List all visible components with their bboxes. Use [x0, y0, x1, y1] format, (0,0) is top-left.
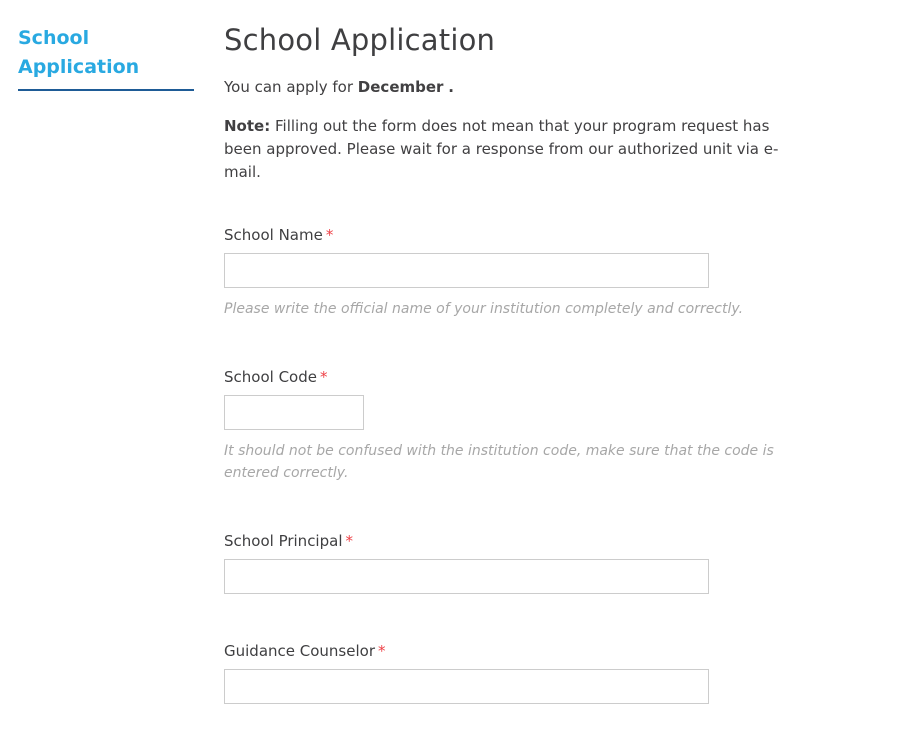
page-title: School Application — [224, 23, 496, 57]
required-asterisk: * — [325, 226, 334, 244]
school-name-label-text: School Name — [224, 226, 323, 244]
apply-term: December — [357, 78, 444, 96]
note-label: Note: — [224, 117, 271, 135]
note-text — [224, 115, 796, 184]
guidance-counselor-label — [224, 640, 796, 662]
school-name-helper-text: Please write the official name of your institution completely and correctly. — [224, 301, 744, 317]
school-code-input[interactable] — [224, 395, 364, 430]
main-content — [224, 20, 796, 750]
field-group-guidance-counselor — [224, 640, 796, 704]
school-code-label-text: School Code — [224, 368, 317, 386]
guidance-counselor-label-text: Guidance Counselor — [224, 642, 375, 660]
guidance-counselor-input[interactable] — [224, 669, 709, 704]
school-principal-label — [224, 530, 796, 552]
sidebar — [18, 24, 194, 91]
school-code-label — [224, 366, 796, 388]
required-asterisk: * — [319, 368, 328, 386]
note-body: Filling out the form does not mean that your program request has been approved. Please wait for a response from our authorized unit via e-mail. — [224, 117, 779, 181]
field-group-school-principal — [224, 530, 796, 594]
required-asterisk: * — [345, 532, 353, 550]
apply-prefix: You can apply for — [224, 78, 354, 96]
school-principal-input[interactable] — [224, 559, 709, 594]
required-asterisk: * — [377, 642, 386, 660]
school-name-label — [224, 224, 796, 246]
sidebar-item-school-application[interactable] — [18, 24, 194, 91]
application-form — [224, 224, 796, 704]
field-group-school-name — [224, 224, 796, 320]
apply-period-text — [224, 76, 796, 98]
apply-suffix: . — [448, 78, 454, 96]
sidebar-item-label: School Application — [18, 27, 140, 78]
school-name-input[interactable] — [224, 253, 709, 288]
school-principal-label-text: School Principal — [224, 532, 343, 550]
school-code-helper-text: It should not be confused with the institution code, make sure that the code is entered correctly. — [224, 443, 774, 481]
field-group-school-code — [224, 366, 796, 484]
